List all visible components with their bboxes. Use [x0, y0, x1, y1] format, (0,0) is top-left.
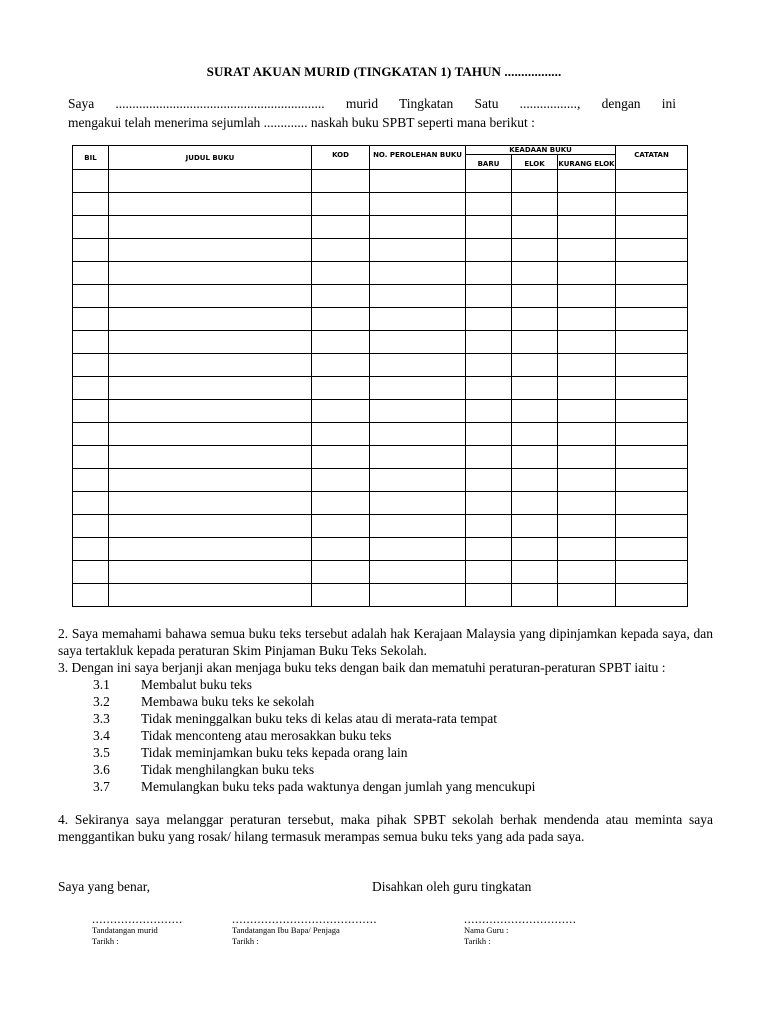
list-item [58, 710, 713, 727]
disahkan-guru: Disahkan oleh guru tingkatan [372, 879, 532, 894]
table-row [73, 216, 688, 239]
date-label: Tarikh : [92, 936, 119, 946]
list-item-text: Tidak menconteng atau merosakkan buku teks [141, 728, 392, 743]
signature-line: ......................... [92, 912, 183, 926]
col-judul-buku: JUDUL BUKU [109, 146, 312, 170]
signature-murid [92, 913, 183, 947]
list-item-number: 3.6 [93, 762, 110, 777]
paragraph-4: 4. Sekiranya saya melanggar peraturan tersebut, maka pihak SPBT sekolah berhak mendenda atau meminta saya menggantikan buku yang rosak/ hilang termasuk merampas semua buku teks yang ada pada saya. [58, 812, 713, 844]
col-elok: ELOK [512, 155, 558, 170]
col-catatan: CATATAN [616, 146, 688, 170]
list-item-text: Memulangkan buku teks pada waktunya dengan jumlah yang mencukupi [141, 779, 536, 794]
signature-label: Tandatangan murid [92, 925, 158, 935]
list-item-text: Tidak meninggalkan buku teks di kelas atau di merata-rata tempat [141, 711, 498, 726]
list-item [58, 761, 713, 778]
col-kod: KOD [312, 146, 370, 170]
list-item-text: Tidak meminjamkan buku teks kepada orang lain [141, 745, 408, 760]
table-row [73, 584, 688, 607]
col-bil: BIL [73, 146, 109, 170]
signature-guru [464, 913, 576, 947]
list-item [58, 676, 713, 693]
list-item-number: 3.5 [93, 745, 110, 760]
table-row [73, 538, 688, 561]
teacher-name-label: Nama Guru : [464, 925, 509, 935]
list-item [58, 778, 713, 795]
book-table [72, 145, 688, 607]
list-item-number: 3.1 [93, 677, 110, 692]
table-row [73, 492, 688, 515]
list-item-text: Tidak menghilangkan buku teks [141, 762, 315, 777]
paragraph-3: 3. Dengan ini saya berjanji akan menjaga buku teks dengan baik dan mematuhi peraturan-peraturan SPBT iaitu : [58, 660, 666, 675]
table-row [73, 423, 688, 446]
table-row [73, 561, 688, 584]
list-item [58, 744, 713, 761]
signature-line: ........................................ [232, 912, 377, 926]
paragraph-2: 2. Saya memahami bahawa semua buku teks tersebut adalah hak Kerajaan Malaysia yang dipinjamkan kepada saya, dan saya tertakluk kepada peraturan Skim Pinjaman Buku Teks Sekolah. [58, 626, 713, 658]
signature-label: Tandatangan Ibu Bapa/ Penjaga [232, 925, 340, 935]
col-baru: BARU [466, 155, 512, 170]
signature-ibubapa [232, 913, 377, 947]
rules-section [58, 625, 713, 845]
list-item [58, 693, 713, 710]
date-label: Tarikh : [232, 936, 259, 946]
list-item-number: 3.4 [93, 728, 110, 743]
list-item-number: 3.2 [93, 694, 110, 709]
table-row [73, 285, 688, 308]
list-item-text: Membalut buku teks [141, 677, 252, 692]
table-row [73, 262, 688, 285]
list-item-number: 3.3 [93, 711, 110, 726]
table-row [73, 377, 688, 400]
intro-line-2: mengakui telah menerima sejumlah ............. naskah buku SPBT seperti mana berikut : [68, 115, 535, 130]
intro-line-1: Saya .............................................................. murid Tingkatan Satu ................., dengan ini [68, 96, 676, 111]
list-item-number: 3.7 [93, 779, 110, 794]
table-row [73, 400, 688, 423]
col-no-perolehan: NO. PEROLEHAN BUKU [370, 146, 466, 170]
table-row [73, 193, 688, 216]
col-kurang-elok: KURANG ELOK [558, 155, 616, 170]
intro-paragraph [68, 94, 676, 132]
list-item-text: Membawa buku teks ke sekolah [141, 694, 315, 709]
table-row [73, 331, 688, 354]
table-row [73, 239, 688, 262]
table-row [73, 515, 688, 538]
document-title: SURAT AKUAN MURID (TINGKATAN 1) TAHUN ................. [206, 64, 562, 79]
list-item [58, 727, 713, 744]
col-keadaan-buku: KEADAAN BUKU [466, 146, 616, 155]
table-row [73, 354, 688, 377]
table-row [73, 446, 688, 469]
table-row [73, 170, 688, 193]
table-row [73, 308, 688, 331]
table-body [73, 170, 688, 607]
saya-yang-benar: Saya yang benar, [58, 879, 151, 894]
signature-line: ............................... [464, 912, 577, 926]
table-row [73, 469, 688, 492]
date-label: Tarikh : [464, 936, 491, 946]
rules-list [58, 676, 713, 795]
